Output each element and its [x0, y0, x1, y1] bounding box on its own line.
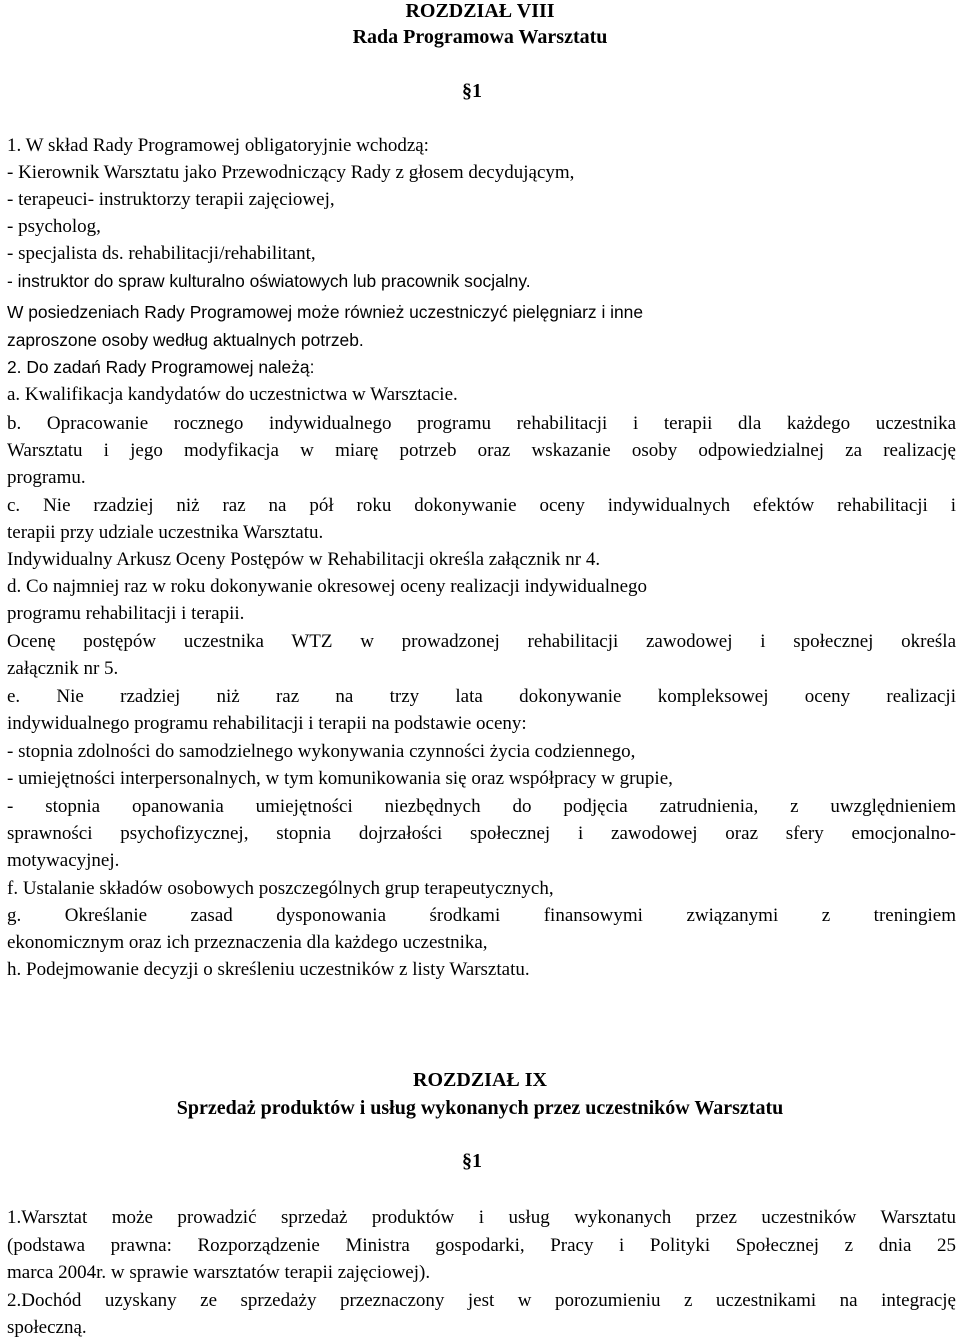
text-line: indywidualnego programu rehabilitacji i terapii na podstawie oceny: [7, 713, 527, 734]
text-line: - terapeuci- instruktorzy terapii zajęciowej, [7, 189, 335, 210]
text-line: 2. Do zadań Rady Programowej należą: [7, 357, 315, 377]
text-line: g. Określanie zasad dysponowania środkami finansowymi związanymi z treningiem [7, 905, 956, 926]
text-line: W posiedzeniach Rady Programowej może również uczestniczyć pielęgniarz i inne [7, 302, 644, 322]
text-line: 1. W skład Rady Programowej obligatoryjnie wchodzą: [7, 135, 429, 156]
text-line: - specjalista ds. rehabilitacji/rehabilitant, [7, 243, 316, 264]
text-line: h. Podejmowanie decyzji o skreśleniu uczestników z listy Warsztatu. [7, 959, 530, 980]
text-line: marca 2004r. w sprawie warsztatów terapii zajęciowej). [7, 1262, 431, 1283]
section-mark: §1 [462, 80, 482, 102]
text-line: 2.Dochód uzyskany ze sprzedaży przeznaczony jest w porozumieniu z uczestnikami na integrację [7, 1290, 956, 1311]
text-line: a. Kwalifikacja kandydatów do uczestnictwa w Warsztacie. [7, 384, 458, 405]
text-line: - Kierownik Warsztatu jako Przewodniczący Rady z głosem decydującym, [7, 162, 575, 183]
text-line: (podstawa prawna: Rozporządzenie Ministra gospodarki, Pracy i Polityki Społecznej z dnia 25 [7, 1235, 956, 1256]
text-line: - umiejętności interpersonalnych, w tym komunikowania się oraz współpracy w grupie, [7, 768, 673, 789]
text-line: sprawności psychofizycznej, stopnia dojrzałości społecznej i zawodowej oraz sfery emocjonalno- [7, 823, 956, 844]
text-line: Warsztatu i jego modyfikacja w miarę potrzeb oraz wskazanie osoby odpowiedzialnej za realizację [7, 440, 956, 461]
text-line: - instruktor do spraw kulturalno oświatowych lub pracownik socjalny. [7, 271, 531, 291]
text-line: f. Ustalanie składów osobowych poszczególnych grup terapeutycznych, [7, 878, 554, 899]
text-line: 1.Warsztat może prowadzić sprzedaż produktów i usług wykonanych przez uczestników Warsztatu [7, 1207, 956, 1228]
text-line: Ocenę postępów uczestnika WTZ w prowadzonej rehabilitacji zawodowej i społecznej określa [7, 631, 956, 652]
chapter-title: ROZDZIAŁ IX [413, 1069, 547, 1091]
text-line: Indywidualny Arkusz Oceny Postępów w Rehabilitacji określa załącznik nr 4. [7, 549, 601, 570]
text-line: motywacyjnej. [7, 850, 120, 871]
chapter-subtitle: Sprzedaż produktów i usług wykonanych przez uczestników Warsztatu [176, 1097, 784, 1119]
text-line: ekonomicznym oraz ich przeznaczenia dla każdego uczestnika, [7, 932, 488, 953]
text-line: - stopnia zdolności do samodzielnego wykonywania czynności życia codziennego, [7, 741, 636, 762]
text-line: - psycholog, [7, 216, 101, 237]
text-line: programu. [7, 467, 86, 488]
text-line: zaproszone osoby według aktualnych potrzeb. [7, 330, 364, 350]
chapter-title: ROZDZIAŁ VIII [405, 0, 555, 22]
text-line: e. Nie rzadziej niż raz na trzy lata dokonywanie kompleksowej oceny realizacji [7, 686, 956, 707]
section-mark: §1 [462, 1150, 482, 1172]
text-line: c. Nie rzadziej niż raz na pół roku dokonywanie oceny indywidualnych efektów rehabilitacji i [7, 495, 956, 516]
text-line: - stopnia opanowania umiejętności niezbędnych do podjęcia zatrudnienia, z uwzględnieniem [7, 796, 956, 817]
text-line: programu rehabilitacji i terapii. [7, 603, 245, 624]
text-line: b. Opracowanie rocznego indywidualnego programu rehabilitacji i terapii dla każdego uczestnika [7, 413, 956, 434]
text-line: d. Co najmniej raz w roku dokonywanie okresowej oceny realizacji indywidualnego [7, 576, 647, 597]
text-line: terapii przy udziale uczestnika Warsztatu. [7, 522, 324, 543]
text-line: społeczną. [7, 1317, 87, 1338]
chapter-subtitle: Rada Programowa Warsztatu [352, 26, 608, 48]
text-line: załącznik nr 5. [7, 658, 119, 679]
